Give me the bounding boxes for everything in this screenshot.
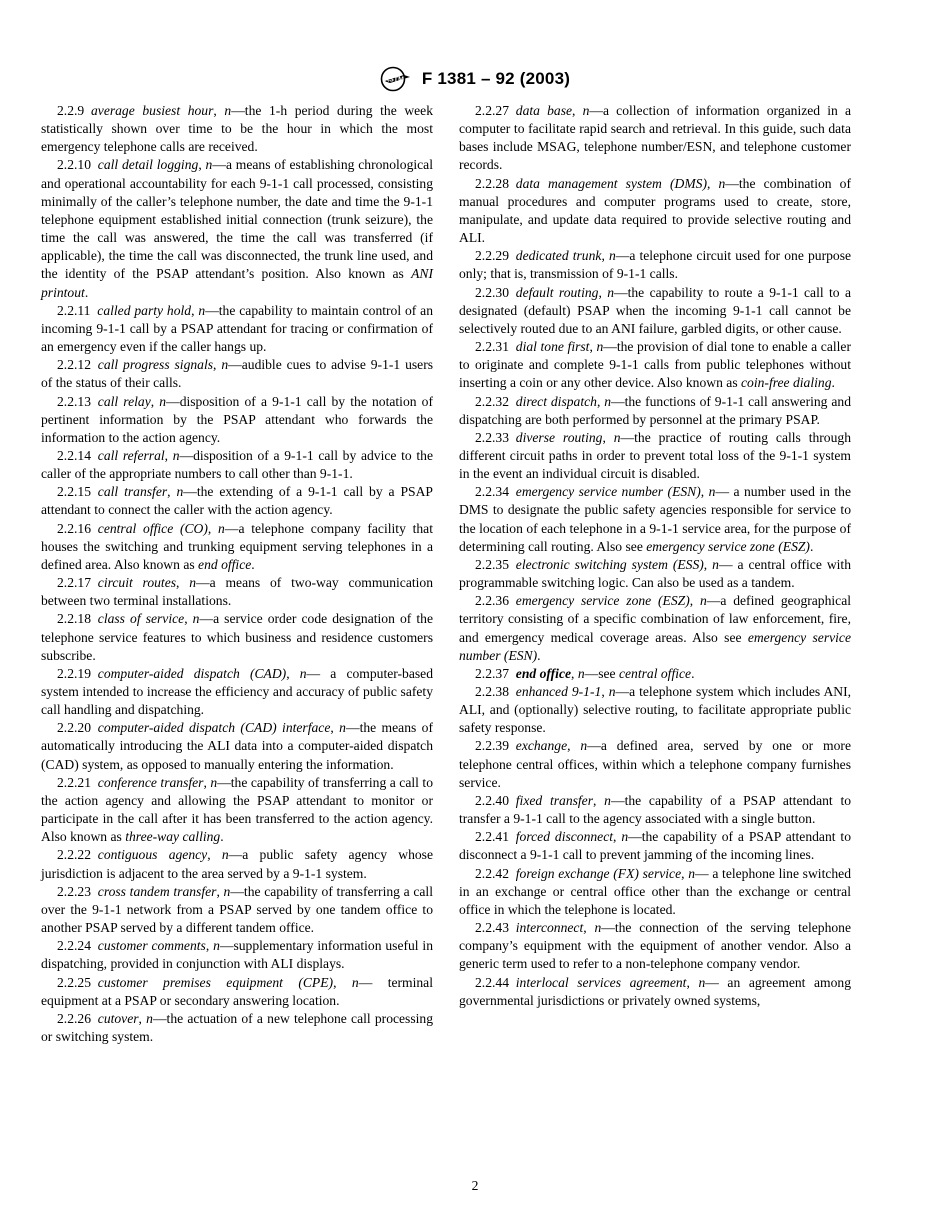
definition-entry — [41, 1010, 433, 1046]
part-of-speech: n — [582, 103, 590, 118]
defined-term: data management system (DMS) — [515, 175, 707, 191]
section-number: 2.2.27 — [475, 103, 509, 118]
part-of-speech: n — [596, 339, 604, 355]
section-number: 2.2.32 — [475, 393, 509, 409]
definition-text: — terminal equipment at a PSAP or secondary answering location. — [41, 974, 433, 1008]
definition-entry — [459, 429, 851, 483]
defined-term: emergency service number (ESN) — [515, 484, 701, 500]
defined-term: exchange — [515, 738, 568, 754]
term-separator: , — [602, 429, 614, 445]
part-of-speech: n — [172, 447, 180, 463]
defined-term: called party hold — [97, 302, 192, 318]
definition-text: —the functions of 9-1-1 call answering and dispatching are both performed by personnel at the primary PSAP. — [459, 393, 851, 427]
part-of-speech: n — [192, 611, 200, 627]
section-number: 2.2.36 — [475, 593, 509, 609]
term-separator: , — [571, 665, 578, 681]
section-number: 2.2.13 — [57, 393, 91, 409]
left-column — [41, 102, 433, 1046]
cross-reference: emergency service zone (ESZ) — [646, 538, 810, 554]
cross-reference: emergency service number (ESN) — [459, 629, 851, 663]
defined-term: customer comments — [97, 938, 206, 954]
part-of-speech: n — [189, 575, 197, 591]
term-separator: , — [167, 484, 177, 500]
term-separator: , — [689, 593, 700, 609]
definition-text: —the 1-h period during the week statistically shown over time to be the hour in which the most emergency telephone calls are received. — [41, 103, 434, 155]
definition-entry — [41, 719, 433, 773]
term-separator: , — [191, 302, 199, 318]
term-separator: , — [207, 847, 222, 863]
definition-entry — [459, 828, 851, 864]
section-number: 2.2.30 — [475, 284, 509, 300]
definition-text: — a computer-based system intended to increase the efficiency and accuracy of public safety call handling and dispatching. — [41, 665, 433, 718]
section-number: 2.2.43 — [475, 920, 509, 936]
definition-text: —a defined area, served by one or more telephone central offices, within which a telephone company furnishes service. — [459, 738, 851, 790]
definition-text: —disposition of a 9-1-1 call by advice to the caller of the appropriate numbers to call other than 9-1-1. — [41, 447, 433, 482]
section-number: 2.2.42 — [475, 865, 509, 881]
term-separator: , — [613, 829, 622, 845]
definition-entry — [459, 284, 851, 338]
definition-text: —a telephone circuit used for one purpose only; that is, transmission of 9-1-1 calls. — [459, 248, 852, 282]
defined-term: enhanced 9-1-1 — [515, 684, 602, 699]
part-of-speech: n — [224, 103, 232, 118]
definition-text: —the combination of manual procedures and computer programs used to create, store, manipulate, and update data required to provide selective routing and ALI. — [459, 175, 852, 246]
part-of-speech: n — [712, 556, 719, 572]
part-of-speech: n — [198, 302, 206, 318]
part-of-speech: n — [210, 774, 218, 790]
section-number: 2.2.35 — [475, 556, 509, 572]
definition-text: —a defined geographical territory consisting of a specific combination of law enforcement, fire, and emergency medical coverage areas. Also see — [459, 593, 852, 645]
term-separator: , — [593, 792, 605, 808]
defined-term: average busiest hour — [90, 103, 214, 118]
definition-entry — [41, 574, 433, 610]
section-number: 2.2.10 — [57, 157, 91, 173]
term-separator: , — [184, 611, 193, 627]
term-separator: , — [330, 720, 340, 736]
definition-text: —a means of two-way communication between two terminal installations. — [41, 575, 434, 609]
definition-text: —the connection of the serving telephone company’s equipment with the equipment of another vendor. Also a generic term used to refer to a non-telephone company vendor. — [459, 920, 852, 972]
defined-term: circuit routes — [97, 575, 177, 591]
section-number: 2.2.34 — [475, 484, 509, 500]
section-number: 2.2.24 — [57, 938, 91, 954]
part-of-speech: n — [146, 1010, 153, 1026]
definition-text: — an agreement among governmental jurisdictions or privately owned systems, — [459, 974, 851, 1008]
term-separator: , — [150, 393, 160, 409]
defined-term: cutover — [97, 1010, 139, 1026]
section-number: 2.2.18 — [57, 611, 91, 627]
section-number: 2.2.14 — [57, 447, 91, 463]
section-number: 2.2.44 — [475, 974, 509, 990]
definition-entry — [459, 919, 851, 973]
definition-end: . — [831, 375, 835, 391]
section-number: 2.2.29 — [475, 248, 509, 264]
cross-reference: three-way calling — [125, 829, 221, 845]
defined-term: customer premises equipment (CPE) — [97, 974, 334, 990]
astm-logo-icon — [380, 66, 414, 92]
term-separator: , — [164, 447, 173, 463]
part-of-speech: n — [351, 974, 359, 990]
part-of-speech: n — [699, 593, 707, 609]
part-of-speech: n — [613, 429, 621, 445]
definition-text: —see — [584, 665, 619, 681]
part-of-speech: n — [688, 865, 696, 881]
defined-term: call referral — [97, 447, 165, 463]
term-separator: , — [567, 738, 581, 754]
definition-entry — [459, 102, 851, 175]
defined-term: fixed transfer — [515, 792, 594, 808]
term-separator: , — [286, 665, 300, 681]
term-separator: , — [583, 920, 595, 936]
term-separator: , — [706, 175, 719, 191]
definition-entry — [459, 737, 851, 791]
part-of-speech: n — [221, 357, 229, 373]
definition-text: —a telephone system which includes ANI, ALI, and (optionally) selective routing, to facilitate appropriate public safety response. — [459, 684, 852, 736]
definition-entry — [459, 393, 851, 429]
definition-text: —the capability of transferring a call to the action agency and allowing the PSAP attendant to monitor or participate in the call after it has been transferred to the action agency. Also known as — [41, 774, 434, 845]
cross-reference: end office — [198, 556, 252, 572]
part-of-speech: n — [718, 175, 726, 191]
definition-text: —the capability of a PSAP attendant to disconnect a 9-1-1 call to prevent jamming of the incoming lines. — [459, 829, 852, 863]
section-number: 2.2.19 — [57, 665, 91, 681]
defined-term: default routing — [515, 284, 599, 300]
document-designation: F 1381 – 92 (2003) — [421, 69, 571, 88]
term-separator: , — [681, 865, 689, 881]
definition-text: —a means of establishing chronological and operational accountability for each 9-1-1 call processed, consisting minimally of the caller’s telephone number, the date and time the 9-1-1 telephone equipment established initial connection (trunk seizure), the time the call was answered, the time the call was transferred (if applicable), the time the call was disconnected, the trunk line used, and the identity of the PSAP attendant’s position. Also known as — [41, 157, 433, 282]
defined-term: diverse routing — [515, 429, 603, 445]
defined-term: emergency service zone (ESZ) — [515, 593, 690, 609]
section-number: 2.2.23 — [57, 883, 91, 899]
section-number: 2.2.26 — [57, 1010, 91, 1026]
part-of-speech: n — [608, 684, 616, 699]
definition-text: —a public safety agency whose jurisdiction is adjacent to the area served by a 9-1-1 system. — [41, 847, 434, 881]
term-separator: , — [601, 684, 609, 699]
definition-text: —the provision of dial tone to enable a caller to originate and complete 9-1-1 calls from public telephones without inserting a coin or any other device. Also known as — [459, 339, 851, 391]
definition-text: —the capability to route a 9-1-1 call to a designated (default) PSAP when the incoming 9-1-1 call cannot be selectively routed due to an ANI failure, garbled digits, or other cause. — [459, 284, 852, 336]
part-of-speech: n — [577, 665, 585, 681]
svg-text:ASTM: ASTM — [383, 76, 404, 84]
definition-entry — [41, 846, 433, 882]
definition-text: —the means of automatically introducing the ALI data into a computer-aided dispatch (CAD) system, as opposed to manually entering the information. — [41, 720, 433, 772]
section-number: 2.2.15 — [57, 484, 91, 500]
definition-end: . — [691, 665, 695, 681]
part-of-speech: n — [594, 920, 602, 936]
definition-entry — [459, 792, 851, 828]
defined-term: computer-aided dispatch (CAD) — [97, 665, 287, 681]
section-number: 2.2.17 — [57, 575, 91, 591]
definition-text: —a service order code designation of the telephone service features to which business and residence customers subscribe. — [41, 611, 433, 663]
definition-text: —the capability to maintain control of an incoming 9-1-1 call by a PSAP attendant for tracing or confirmation of an emergency even if the caller hangs up. — [41, 302, 434, 355]
section-number: 2.2.38 — [475, 684, 509, 699]
term-separator: , — [213, 357, 222, 373]
defined-term: call progress signals — [97, 357, 214, 373]
section-number: 2.2.39 — [475, 738, 509, 754]
part-of-speech: n — [339, 720, 346, 736]
definition-entry — [459, 974, 851, 1010]
term-separator: , — [205, 938, 214, 954]
term-separator: , — [203, 774, 211, 790]
section-number: 2.2.41 — [475, 829, 509, 845]
definition-entry — [41, 774, 433, 847]
term-separator: , — [598, 284, 608, 300]
defined-term: cross tandem transfer — [97, 883, 217, 899]
section-number: 2.2.12 — [57, 357, 91, 373]
definition-entry — [41, 883, 433, 937]
definition-entry — [41, 156, 433, 301]
definition-entry — [41, 302, 433, 356]
defined-term: end office — [515, 665, 572, 681]
definition-end: . — [220, 829, 224, 845]
definition-text: —a collection of information organized in a computer to facilitate rapid search and retrieval. In this guide, such data bases include MSAG, telephone number/ESN, and telephone customer records. — [459, 103, 852, 173]
definition-end: . — [809, 538, 814, 554]
defined-term: direct dispatch — [515, 393, 597, 409]
defined-term: dedicated trunk — [515, 248, 602, 264]
term-separator: , — [198, 157, 206, 173]
definition-text: —the actuation of a new telephone call processing or switching system. — [41, 1010, 434, 1044]
term-separator: , — [703, 556, 713, 572]
definition-text: —the capability of a PSAP attendant to transfer a 9-1-1 call to the agency associated with a single button. — [459, 792, 852, 827]
definition-entry — [41, 447, 433, 483]
definition-end: . — [537, 647, 541, 663]
definition-entry — [41, 520, 433, 574]
defined-term: interconnect — [515, 920, 584, 936]
definition-entry — [41, 937, 433, 973]
definition-entry — [41, 102, 433, 156]
page-number: 2 — [471, 1178, 479, 1193]
term-separator: , — [333, 974, 352, 990]
definition-end: . — [251, 556, 255, 572]
term-separator: , — [138, 1010, 147, 1026]
right-column — [459, 102, 851, 1010]
term-separator: , — [176, 575, 190, 591]
section-number: 2.2.21 — [57, 774, 91, 790]
defined-term: electronic switching system (ESS) — [515, 556, 704, 572]
definition-entry — [459, 683, 851, 737]
defined-term: foreign exchange (FX) service — [515, 865, 682, 881]
term-separator: , — [700, 484, 709, 500]
section-number: 2.2.40 — [475, 792, 509, 808]
definition-entry — [41, 610, 433, 664]
definition-text: —audible cues to advise 9-1-1 users of the status of their calls. — [41, 357, 434, 391]
section-number: 2.2.11 — [57, 302, 91, 318]
part-of-speech: n — [299, 665, 307, 681]
term-separator: , — [596, 393, 605, 409]
part-of-speech: n — [698, 974, 706, 990]
defined-term: call detail logging — [97, 157, 199, 173]
definition-text: —the practice of routing calls through different circuit paths in order to prevent total loss of the 9-1-1 system in the event an individual circuit is disabled. — [459, 429, 851, 482]
definition-text: —the extending of a 9-1-1 call by a PSAP attendant to connect the caller with the action agency. — [41, 484, 433, 518]
part-of-speech: n — [708, 484, 716, 500]
definition-text: —supplementary information useful in dispatching, provided in conjunction with ALI displays. — [41, 938, 433, 972]
definition-text: — a number used in the DMS to designate the public safety agencies responsible for service to the location of each telephone in a 9-1-1 service area, for the purpose of determining call routing. Also see — [459, 484, 851, 554]
definition-entry — [41, 393, 433, 447]
part-of-speech: n — [221, 847, 229, 863]
part-of-speech: n — [604, 792, 611, 808]
definition-entry — [459, 247, 851, 283]
defined-term: conference transfer — [97, 774, 204, 790]
defined-term: data base — [515, 103, 573, 118]
term-separator: , — [686, 974, 699, 990]
part-of-speech: n — [218, 520, 225, 536]
part-of-speech: n — [213, 938, 220, 954]
definition-entry — [459, 338, 851, 392]
defined-term: class of service — [97, 611, 185, 627]
definition-entry — [41, 356, 433, 392]
part-of-speech: n — [176, 484, 184, 500]
cross-reference: coin-free dialing — [741, 375, 832, 391]
part-of-speech: n — [604, 393, 612, 409]
definition-entry — [459, 556, 851, 592]
term-separator: , — [207, 520, 219, 536]
definition-text: — a central office with programmable switching logic. Can also be used as a tandem. — [459, 556, 851, 591]
part-of-speech: n — [607, 284, 615, 300]
section-number: 2.2.33 — [475, 429, 509, 445]
part-of-speech: n — [621, 829, 629, 845]
definition-entry — [41, 974, 433, 1010]
definition-text: —disposition of a 9-1-1 call by the notation of pertinent information by the PSAP attendant who forwards the information to the action agency. — [41, 393, 434, 445]
definition-entry — [459, 592, 851, 665]
definition-text: — a telephone line switched in an exchange or central office other than the exchange or central office in which the telephone is located. — [459, 865, 852, 917]
cross-reference: central office — [618, 665, 692, 681]
part-of-speech: n — [608, 248, 616, 264]
defined-term: forced disconnect — [515, 829, 614, 845]
section-number: 2.2.31 — [475, 339, 509, 355]
section-number: 2.2.37 — [475, 665, 509, 681]
definition-entry — [459, 483, 851, 556]
section-number: 2.2.20 — [57, 720, 91, 736]
part-of-speech: n — [223, 883, 231, 899]
term-separator: , — [572, 103, 583, 118]
term-separator: , — [213, 103, 225, 118]
term-separator: , — [601, 248, 609, 264]
cross-reference: ANI printout — [41, 266, 433, 300]
section-number: 2.2.22 — [57, 847, 91, 863]
defined-term: call transfer — [97, 484, 168, 500]
term-separator: , — [216, 883, 224, 899]
part-of-speech: n — [205, 157, 213, 173]
section-number: 2.2.16 — [57, 520, 91, 536]
definition-end: . — [84, 284, 89, 300]
defined-term: call relay — [97, 393, 151, 409]
definition-entry — [459, 175, 851, 248]
defined-term: contiguous agency — [97, 847, 208, 863]
definition-entry — [41, 665, 433, 719]
definition-entry — [459, 665, 851, 683]
definition-entry — [459, 865, 851, 919]
defined-term: computer-aided dispatch (CAD) interface — [97, 720, 331, 736]
section-number: 2.2.9 — [57, 103, 85, 118]
definition-entry — [41, 483, 433, 519]
part-of-speech: n — [159, 393, 167, 409]
term-separator: , — [589, 339, 597, 355]
definition-text: —a telephone company facility that houses the switching and trunking equipment serving telephones in a defined area. Also known as — [41, 520, 433, 572]
section-number: 2.2.28 — [475, 175, 509, 191]
definition-text: —the capability of transferring a call over the 9-1-1 network from a PSAP served by one tandem office to another PSAP served by a different tandem office. — [41, 883, 433, 936]
section-number: 2.2.25 — [57, 974, 91, 990]
defined-term: dial tone first — [515, 339, 590, 355]
page-header — [0, 66, 950, 92]
part-of-speech: n — [580, 738, 588, 754]
defined-term: central office (CO) — [97, 520, 208, 536]
defined-term: interlocal services agreement — [515, 974, 687, 990]
